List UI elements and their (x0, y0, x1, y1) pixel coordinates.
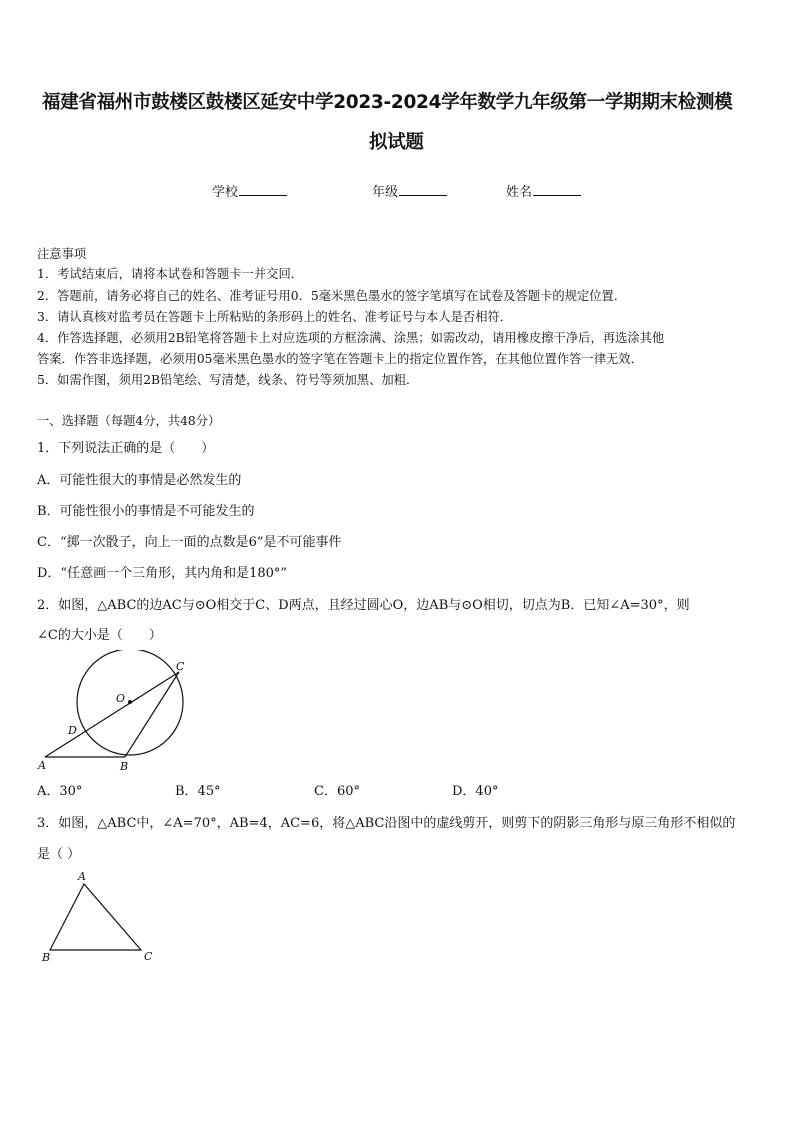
school-blank[interactable] (239, 183, 287, 196)
notes-heading: 注意事项 (37, 247, 87, 261)
name-label: 姓名 (506, 185, 533, 200)
q1-option-c: C．“掷一次骰子，向上一面的点数是6”是不可能事件 (37, 535, 342, 550)
q3-stem-line2: 是（ ） (37, 847, 81, 862)
name-field[interactable] (506, 181, 581, 200)
section-heading: 一、选择题（每题4分，共48分） (37, 414, 221, 428)
q2-circle-figure (30, 650, 200, 775)
note-item: 5．如需作图，须用2B铅笔绘、写清楚，线条、符号等须加黑、加粗． (37, 373, 419, 387)
note-item: 2．答题前，请务必将自己的姓名、准考证号用0．5毫米黑色墨水的签字笔填写在试卷及答题卡的规定位置． (37, 289, 627, 303)
label-d: D (68, 724, 77, 737)
grade-label: 年级 (372, 185, 399, 200)
grade-blank[interactable] (399, 183, 447, 196)
grade-field[interactable] (372, 181, 447, 200)
q2-option-b: B．45° (175, 784, 221, 799)
triangle-abc (50, 884, 141, 950)
q2-stem-line1: 2．如图，△ABC的边AC与⊙O相交于C、D两点，且经过圆心O，边AB与⊙O相切，切点为B．已知∠A=30°，则 (37, 598, 690, 613)
label-b: B (42, 951, 51, 964)
label-a: A (78, 870, 86, 883)
q2-option-c: C．60° (314, 784, 360, 799)
label-c: C (144, 950, 153, 963)
q3-triangle-figure (38, 870, 163, 965)
label-o: O (116, 692, 126, 705)
name-blank[interactable] (533, 183, 581, 196)
q3-stem-line1: 3．如图，△ABC中，∠A=70°，AB=4，AC=6，将△ABC沿图中的虚线剪开，则剪下的阴影三角形与原三角形不相似的 (37, 816, 736, 831)
label-c: C (176, 660, 185, 673)
q1-stem: 1．下列说法正确的是（ ） (37, 441, 215, 456)
q2-option-a: A．30° (37, 784, 83, 799)
exam-title-line1: 福建省福州市鼓楼区鼓楼区延安中学2023-2024学年数学九年级第一学期期末检测模 (42, 92, 733, 113)
center-point (128, 700, 132, 704)
line-bc (125, 672, 179, 757)
line-ac (45, 672, 179, 757)
label-b: B (120, 760, 129, 773)
q1-option-d: D．“任意画一个三角形，其内角和是180°” (37, 566, 288, 581)
label-a: A (38, 759, 46, 772)
q2-option-d: D．40° (452, 784, 499, 799)
note-item: 4．作答选择题，必须用2B铅笔将答题卡上对应选项的方框涂满、涂黑；如需改动，请用橡皮擦干净后，再选涂其他 (37, 331, 665, 345)
school-field[interactable] (212, 181, 287, 200)
note-item: 3．请认真核对监考员在答题卡上所粘贴的条形码上的姓名、准考证号与本人是否相符． (37, 310, 513, 324)
note-item: 答案．作答非选择题，必须用05毫米黑色墨水的签字笔在答题卡上的指定位置作答，在其他位置作答一律无效． (37, 352, 643, 366)
school-label: 学校 (212, 185, 239, 200)
q1-option-b: B．可能性很小的事情是不可能发生的 (37, 504, 255, 519)
q2-stem-line2: ∠C的大小是（ ） (37, 628, 162, 643)
note-item: 1．考试结束后，请将本试卷和答题卡一并交回． (37, 267, 304, 281)
q1-option-a: A．可能性很大的事情是必然发生的 (37, 473, 242, 488)
exam-title-line2: 拟试题 (369, 132, 424, 153)
